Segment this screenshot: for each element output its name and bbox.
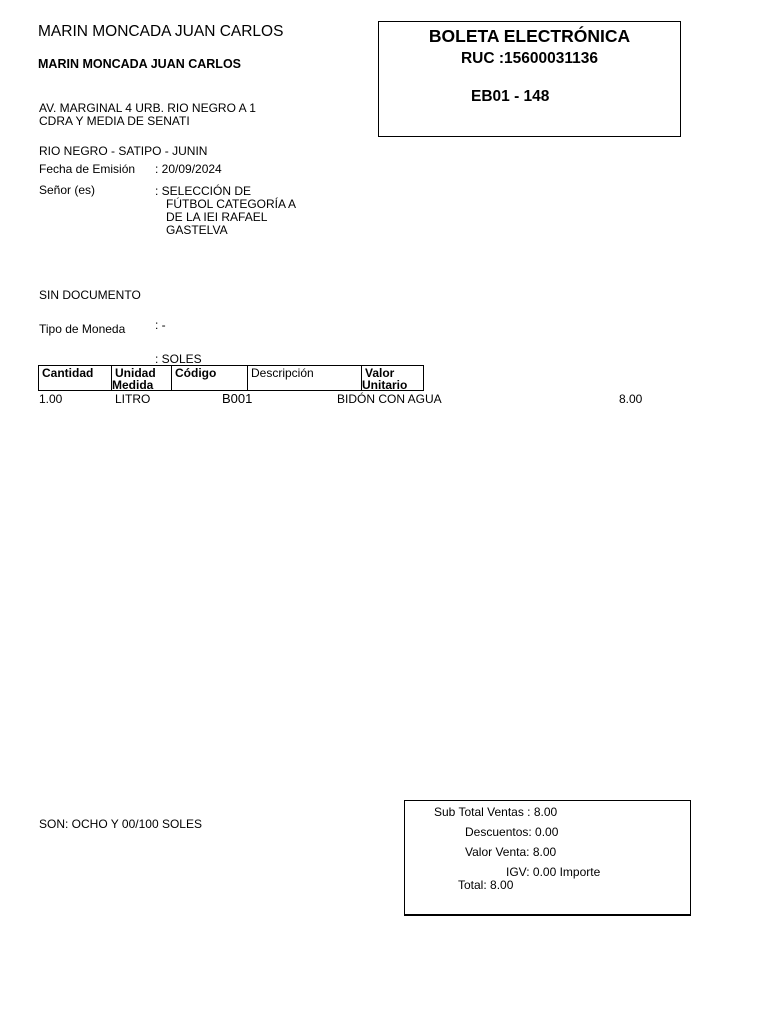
header-unidad-line2: Medida [112, 378, 154, 392]
customer-line: FÚTBOL CATEGORÍA A [166, 197, 297, 211]
customer-line: DE LA IEI RAFAEL [166, 210, 268, 224]
row-codigo: B001 [222, 391, 253, 406]
totals-box [404, 800, 691, 916]
address-line-2: CDRA Y MEDIA DE SENATI [39, 114, 190, 128]
document-type: BOLETA ELECTRÓNICA [428, 26, 631, 46]
header-valor [361, 366, 423, 390]
date-label: Fecha de Emisión [39, 162, 136, 176]
document-ruc: RUC :15600031136 [460, 50, 599, 67]
currency-label: Tipo de Moneda [39, 322, 126, 336]
issuer-name: MARIN MONCADA JUAN CARLOS [38, 23, 284, 40]
date-value: : 20/09/2024 [155, 162, 222, 176]
customer-line: GASTELVA [166, 223, 228, 237]
header-cantidad: Cantidad [42, 366, 94, 380]
document-header-box [378, 21, 681, 137]
total: Total: 8.00 [458, 878, 514, 892]
row-unidad: LITRO [115, 392, 151, 406]
document-number: EB01 - 148 [471, 88, 550, 105]
header-valor-line2: Unitario [362, 378, 408, 392]
customer-name [155, 185, 296, 237]
header-descripcion: Descripción [247, 366, 361, 390]
issuer-address [39, 102, 256, 128]
header-valor-line1: Valor [365, 366, 395, 380]
header-unidad-line1: Unidad [115, 366, 156, 380]
currency-value: : SOLES [155, 352, 202, 366]
customer-line: : SELECCIÓN DE [155, 184, 252, 198]
customer-label: Señor (es) [39, 183, 96, 197]
items-table-header [38, 365, 424, 391]
subtotal: Sub Total Ventas : 8.00 [434, 805, 558, 819]
header-codigo: Código [171, 366, 247, 390]
document-id-text: SIN DOCUMENTO [39, 288, 141, 302]
row-importe: 8.00 [619, 392, 643, 406]
address-line-1: AV. MARGINAL 4 URB. RIO NEGRO A 1 [39, 101, 256, 115]
row-cantidad: 1.00 [39, 392, 63, 406]
row-descripcion: BIDÓN CON AGUA [337, 392, 442, 406]
amount-in-words: SON: OCHO Y 00/100 SOLES [39, 817, 202, 831]
issuer-location: RIO NEGRO - SATIPO - JUNIN [39, 144, 208, 158]
issuer-name-bold: MARIN MONCADA JUAN CARLOS [38, 57, 242, 71]
currency-colon: : - [155, 318, 166, 332]
header-unidad [111, 366, 171, 390]
valor-venta: Valor Venta: 8.00 [465, 845, 557, 859]
igv: IGV: 0.00 Importe [506, 865, 601, 879]
descuentos: Descuentos: 0.00 [465, 825, 559, 839]
